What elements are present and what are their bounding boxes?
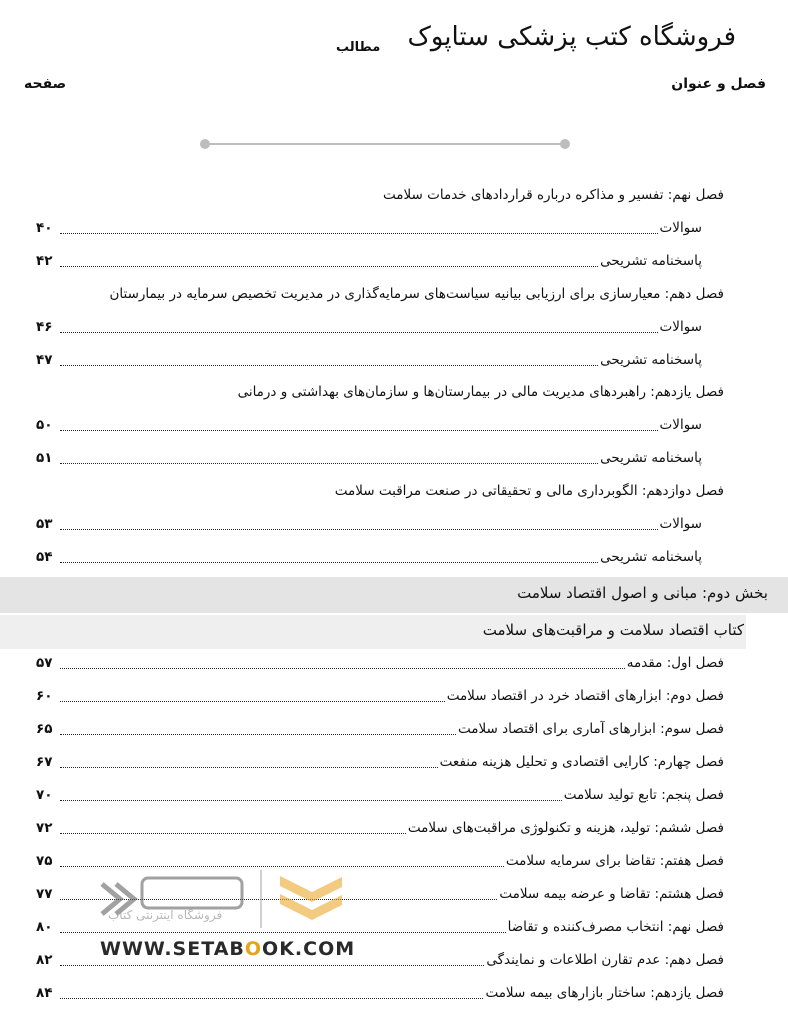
entry-label: سوالات: [659, 220, 702, 236]
page-number: ۶۷: [36, 754, 53, 770]
leader-dots: [60, 463, 598, 464]
page-number: ۸۰: [36, 919, 53, 935]
entry-label: پاسخنامه تشریحی: [600, 253, 702, 269]
leader-dots: [60, 332, 658, 333]
column-page-heading: صفحه: [24, 76, 67, 92]
entry-label: سوالات: [659, 319, 702, 335]
page-number: ۵۴: [36, 549, 53, 565]
decorative-divider: [203, 143, 567, 145]
url-part-o: O: [244, 938, 263, 960]
header-subtitle: مطالب: [336, 40, 381, 55]
page-number: ۷۲: [36, 820, 53, 836]
leader-dots: [60, 965, 484, 966]
page-number: ۴۰: [36, 220, 53, 236]
page-number: ۷۵: [36, 853, 53, 869]
page-number: ۸۴: [36, 985, 53, 1001]
leader-dots: [60, 233, 658, 234]
url-part-1: WWW.SETAB: [100, 938, 245, 960]
leader-dots: [60, 430, 658, 431]
page-number: ۶۵: [36, 721, 53, 737]
section-heading-bar: [0, 577, 788, 613]
item-label: فصل سوم: ابزارهای آماری برای اقتصاد سلامت: [457, 721, 724, 737]
page-number: ۶۰: [36, 688, 53, 704]
section-title: بخش دوم: مبانی و اصول اقتصاد سلامت: [517, 584, 768, 602]
leader-dots: [60, 529, 658, 530]
book-title: کتاب اقتصاد سلامت و مراقبت‌های سلامت: [482, 621, 744, 639]
entry-label: پاسخنامه تشریحی: [600, 549, 702, 565]
chapter-title: فصل دهم: معیارسازی برای ارزیابی بیانیه سیاست‌های سرمایه‌گذاری در مدیریت تخصیص سرمایه در بیمارستان: [109, 286, 724, 302]
item-label: فصل یازدهم: ساختار بازارهای بیمه سلامت: [485, 985, 724, 1001]
page-number: ۵۷: [36, 655, 53, 671]
page-number: ۷۷: [36, 886, 53, 902]
page-number: ۴۷: [36, 352, 53, 368]
chapter-title: فصل نهم: تفسیر و مذاکره درباره قراردادهای خدمات سلامت: [383, 187, 724, 203]
item-label: فصل اول: مقدمه: [626, 655, 724, 671]
page-number: ۵۳: [36, 516, 53, 532]
leader-dots: [60, 365, 598, 366]
item-label: فصل هفتم: تقاضا برای سرمایه سلامت: [505, 853, 724, 869]
leader-dots: [60, 266, 598, 267]
store-title: فروشگاه کتب پزشکی ستاپوک: [407, 22, 736, 52]
page-number: ۵۰: [36, 417, 53, 433]
item-label: فصل نهم: انتخاب مصرف‌کننده و تقاضا: [507, 919, 724, 935]
item-label: فصل چهارم: کارایی اقتصادی و تحلیل هزینه منفعت: [439, 754, 724, 770]
page-number: ۸۲: [36, 952, 53, 968]
chapter-title: فصل یازدهم: راهبردهای مدیریت مالی در بیمارستان‌ها و سازمان‌های بهداشتی و درمانی: [237, 384, 724, 400]
leader-dots: [60, 767, 438, 768]
entry-label: سوالات: [659, 417, 702, 433]
page-number: ۷۰: [36, 787, 53, 803]
leader-dots: [60, 998, 483, 999]
leader-dots: [60, 800, 562, 801]
entry-label: سوالات: [659, 516, 702, 532]
watermark-url: [100, 938, 355, 960]
entry-label: پاسخنامه تشریحی: [600, 352, 702, 368]
item-label: فصل دهم: عدم تقارن اطلاعات و نمایندگی: [486, 952, 724, 968]
item-label: فصل ششم: تولید، هزینه و تکنولوژی مراقبت‌های سلامت: [407, 820, 724, 836]
leader-dots: [60, 668, 625, 669]
watermark-subtitle: فروشگاه اینترنتی کتاب: [108, 908, 223, 922]
item-label: فصل دوم: ابزارهای اقتصاد خرد در اقتصاد سلامت: [446, 688, 724, 704]
leader-dots: [60, 734, 456, 735]
page-number: ۴۲: [36, 253, 53, 269]
chapter-title: فصل دوازدهم: الگوبرداری مالی و تحقیقاتی در صنعت مراقبت سلامت: [334, 483, 724, 499]
setabook-logo-icon: [92, 864, 342, 934]
url-part-2: OK.COM: [262, 938, 356, 960]
entry-label: پاسخنامه تشریحی: [600, 450, 702, 466]
leader-dots: [60, 833, 406, 834]
book-heading-bar: [0, 615, 746, 649]
item-label: فصل هشتم: تقاضا و عرضه بیمه سلامت: [499, 886, 724, 902]
leader-dots: [60, 701, 445, 702]
column-title-heading: فصل و عنوان: [671, 76, 766, 92]
page-number: ۴۶: [36, 319, 53, 335]
leader-dots: [60, 562, 598, 563]
item-label: فصل پنجم: تابع تولید سلامت: [563, 787, 724, 803]
page-number: ۵۱: [36, 450, 53, 466]
